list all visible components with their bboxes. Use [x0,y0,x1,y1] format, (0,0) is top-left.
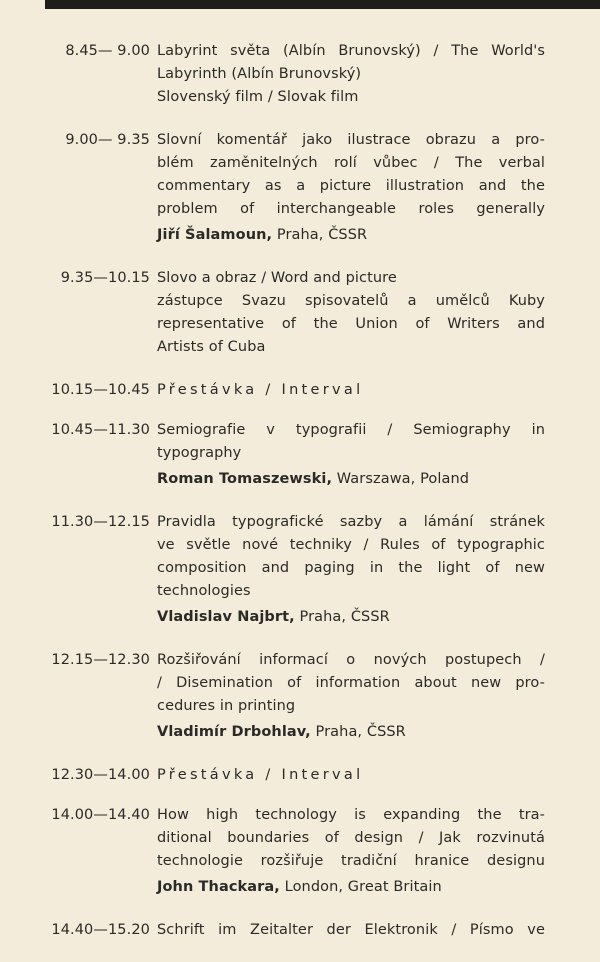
session-time: 10.45—11.30 [51,422,150,438]
session-title-line: Slovní komentář jako ilustrace obrazu a pro- [157,132,545,148]
session-content [157,649,545,744]
session-time: 11.30—12.15 [51,514,150,530]
speaker [157,721,545,744]
interval-label: Přestávka / Interval [157,382,364,398]
session-title-line: typography [157,445,242,461]
session-title-line: Schrift im Zeitalter der Elektronik / Písmo ve [157,922,545,938]
session-row [0,511,600,629]
session-time: 12.30—14.00 [51,767,150,783]
session-title-line: composition and paging in the light of new [157,560,545,576]
session-content [157,511,545,629]
session-row [0,419,600,491]
speaker-name: Jiří Šalamoun, [157,227,273,243]
session-content [157,919,545,942]
program-schedule [0,40,600,962]
session-row [0,804,600,899]
session-title-line: Semiografie v typografii / Semiography in [157,422,545,438]
session-title-line: Pravidla typografické sazby a lámání stránek [157,514,545,530]
session-row [0,919,600,942]
speaker-place: Praha, ČSSR [315,724,406,740]
speaker-place: London, Great Britain [284,879,442,895]
speaker-place: Warszawa, Poland [336,471,470,487]
speaker [157,224,545,247]
speaker-place: Praha, ČSSR [276,227,368,243]
speaker-name: Vladislav Najbrt, [157,609,295,625]
session-title-line: ditional boundaries of design / Jak rozvinutá [157,830,545,846]
session-row [0,129,600,247]
speaker [157,876,545,899]
session-time: 12.15—12.30 [51,652,150,668]
session-title-line: Slovenský film / Slovak film [157,89,359,105]
session-time: 10.15—10.45 [51,382,150,398]
interval-label: Přestávka / Interval [157,767,364,783]
session-title-line: problem of interchangeable roles generally [157,201,545,217]
speaker-name: John Thackara, [157,879,280,895]
session-title-line: Artists of Cuba [157,339,266,355]
session-title-line: ve světle nové techniky / Rules of typographic [157,537,545,553]
session-time: 8.45— 9.00 [65,43,150,59]
session-content [157,764,545,787]
session-title-line: Rozšiřování informací o nových postupech / [157,652,545,668]
session-content [157,419,545,491]
session-content [157,267,545,359]
session-row [0,649,600,744]
speaker-name: Vladimír Drbohlav, [157,724,311,740]
session-content [157,129,545,247]
speaker [157,468,545,491]
session-title-line: technologies [157,583,251,599]
session-time: 14.40—15.20 [51,922,150,938]
session-content [157,804,545,899]
session-row [0,267,600,359]
session-title-line: Labyrint světa (Albín Brunovský) / The World's [157,43,545,59]
top-rule [45,0,600,9]
session-title-line: Slovo a obraz / Word and picture [157,270,397,286]
session-title-line: technologie rozšiřuje tradiční hranice designu [157,853,545,869]
session-title-line: zástupce Svazu spisovatelů a umělců Kuby [157,293,545,309]
speaker [157,606,545,629]
session-time: 9.00— 9.35 [65,132,150,148]
session-title-line: blém zaměnitelných rolí vůbec / The verbal [157,155,545,171]
session-title-line: Labyrinth (Albín Brunovský) [157,66,362,82]
session-title-line: / Disemination of information about new pro- [157,675,545,691]
session-content [157,379,545,402]
speaker-place: Praha, ČSSR [299,609,390,625]
session-content [157,40,545,109]
session-title-line: representative of the Union of Writers and [157,316,545,332]
session-time: 9.35—10.15 [60,270,150,286]
session-title-line: How high technology is expanding the tra- [157,807,545,823]
session-title-line: cedures in printing [157,698,296,714]
interval-row [0,764,600,787]
speaker-name: Roman Tomaszewski, [157,471,333,487]
session-time: 14.00—14.40 [51,807,150,823]
session-row [0,40,600,109]
interval-row [0,379,600,402]
session-title-line: commentary as a picture illustration and the [157,178,545,194]
